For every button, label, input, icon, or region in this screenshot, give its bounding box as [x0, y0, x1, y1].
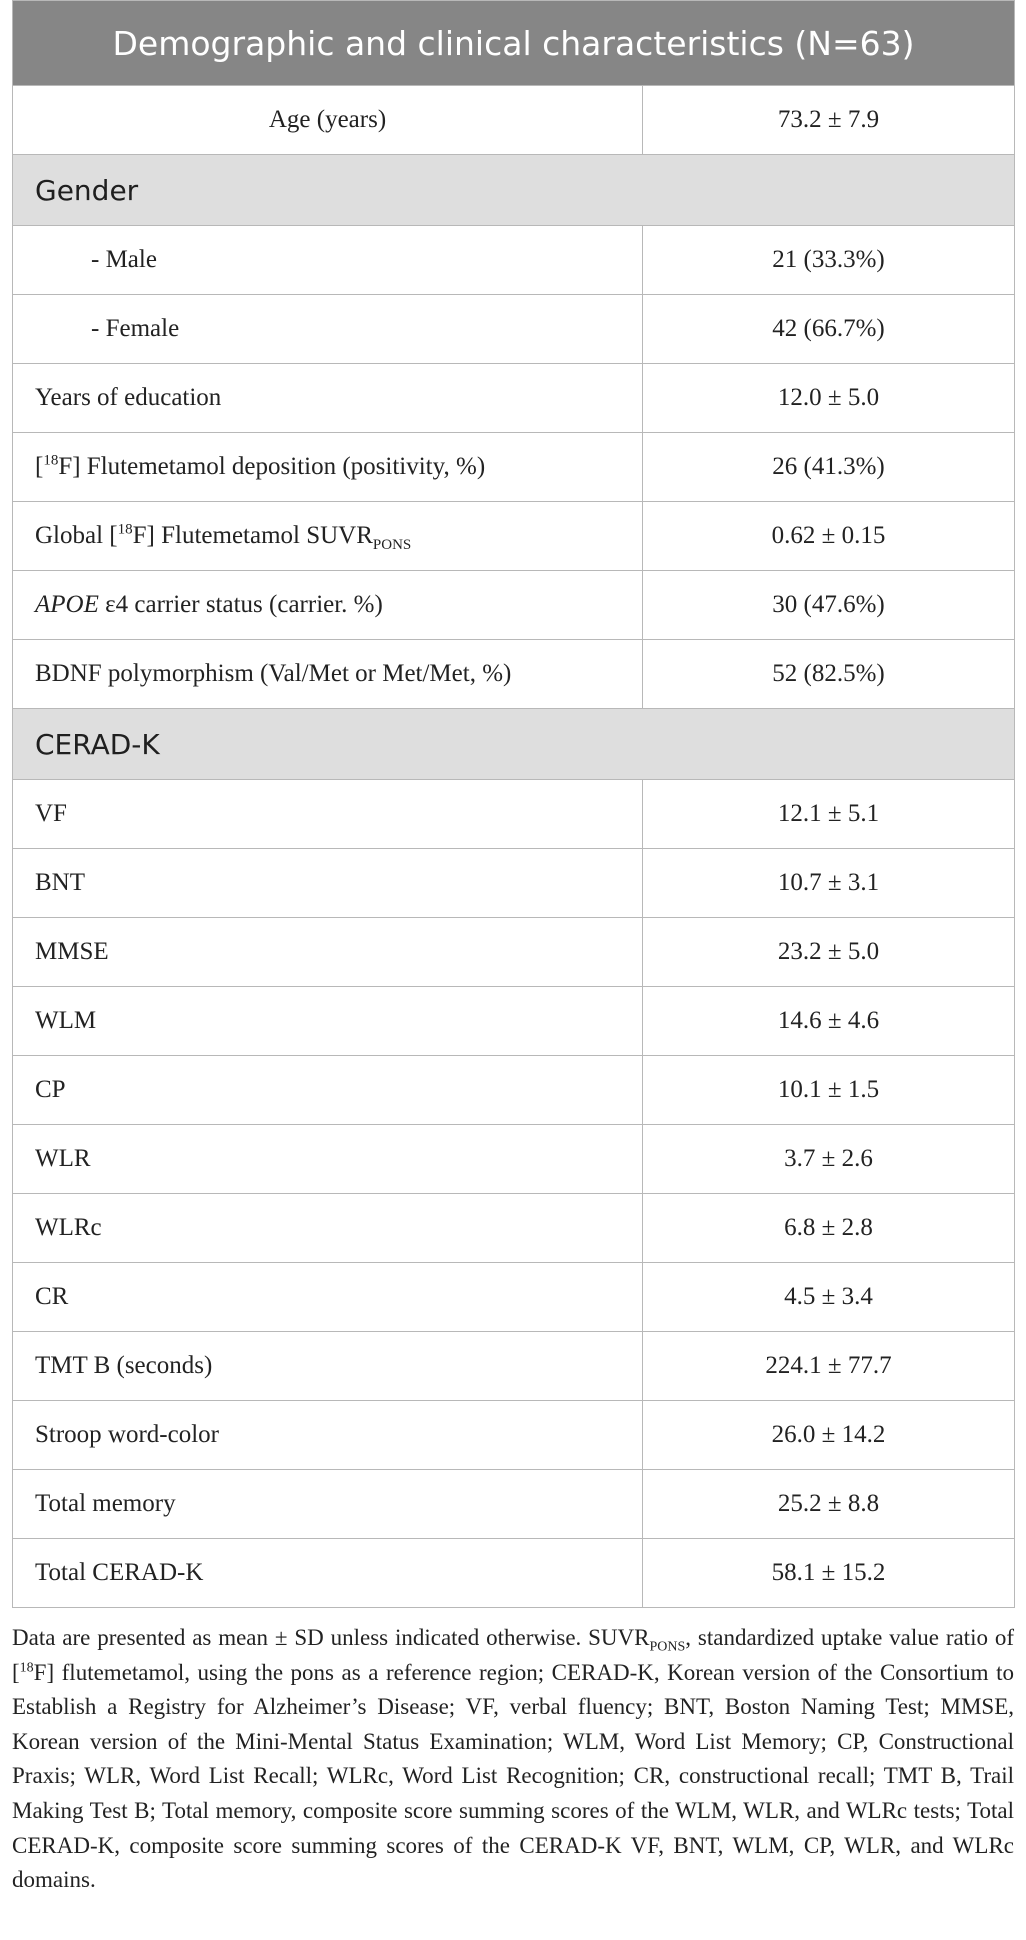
section-title: Gender [13, 155, 1015, 226]
table-title-row [13, 1, 1015, 86]
row-label: MMSE [13, 918, 643, 987]
row-value: 10.7 ± 3.1 [643, 849, 1015, 918]
table-row-education [13, 364, 1015, 433]
table-row-age [13, 86, 1015, 155]
table-footnote: Data are presented as mean ± SD unless indicated otherwise. $SUVR_{PONS}$, standardized uptake value ratio of [$^{18}$F] flutemetamol, using the pons as a reference region; CERAD-K, Korean version of the Consortium to Establish a Registry for Alzheimer’s Disease; VF, verbal fluency; BNT, Boston Naming Test; MMSE, Korean version of the Mini-Mental Status Examination; WLM, Word List Memory; CP, Constructional Praxis; WLR, Word List Recall; WLRc, Word List Recognition; CR, constructional recall; TMT B, Trail Making Test B; Total memory, composite score summing scores of the WLM, WLR, and WLRc tests; Total CERAD-K, composite score summing scores of the CERAD-K VF, BNT, WLM, CP, WLR, and WLRc domains. [12, 1625, 1014, 1893]
row-label: Total CERAD-K [13, 1539, 643, 1608]
row-value: 52 (82.5%) [643, 640, 1015, 709]
row-value: 3.7 ± 2.6 [643, 1125, 1015, 1194]
table-row-male [13, 226, 1015, 295]
section-header-gender [13, 155, 1015, 226]
row-value: 23.2 ± 5.0 [643, 918, 1015, 987]
row-label: - Male [13, 226, 643, 295]
row-value: 26 (41.3%) [643, 433, 1015, 502]
row-label: VF [13, 780, 643, 849]
row-label: APOE ε4 carrier status (carrier. %) [13, 571, 643, 640]
row-value: 21 (33.3%) [643, 226, 1015, 295]
table-row-deposition [13, 433, 1015, 502]
row-value: 10.1 ± 1.5 [643, 1056, 1015, 1125]
characteristics-table [12, 0, 1015, 1608]
row-value: 224.1 ± 77.7 [643, 1332, 1015, 1401]
row-value: 4.5 ± 3.4 [643, 1263, 1015, 1332]
row-label: WLR [13, 1125, 643, 1194]
row-value: 12.0 ± 5.0 [643, 364, 1015, 433]
row-label: - Female [13, 295, 643, 364]
table-row-apoe [13, 571, 1015, 640]
row-label: BNT [13, 849, 643, 918]
table-row-stroop [13, 1401, 1015, 1470]
table-row-wlrc [13, 1194, 1015, 1263]
table-row-tmtb [13, 1332, 1015, 1401]
table-container [12, 0, 1014, 1898]
table-row-bnt [13, 849, 1015, 918]
row-value: 30 (47.6%) [643, 571, 1015, 640]
section-title: CERAD-K [13, 709, 1015, 780]
table-row-total-memory [13, 1470, 1015, 1539]
table-row-total-cerad [13, 1539, 1015, 1608]
row-value: 26.0 ± 14.2 [643, 1401, 1015, 1470]
row-label: WLM [13, 987, 643, 1056]
row-value: 42 (66.7%) [643, 295, 1015, 364]
row-value: 6.8 ± 2.8 [643, 1194, 1015, 1263]
table-row-bdnf [13, 640, 1015, 709]
table-row-vf [13, 780, 1015, 849]
row-label: Stroop word-color [13, 1401, 643, 1470]
table-row-suvr [13, 502, 1015, 571]
table-row-cp [13, 1056, 1015, 1125]
table-row-wlr [13, 1125, 1015, 1194]
row-label: Global [$^{18}$F] Flutemetamol $SUVR_{PONS}$ [13, 502, 643, 571]
row-label: CR [13, 1263, 643, 1332]
table-title: Demographic and clinical characteristics (N=63) [13, 1, 1015, 86]
table-row-cr [13, 1263, 1015, 1332]
row-value: 25.2 ± 8.8 [643, 1470, 1015, 1539]
row-label: BDNF polymorphism (Val/Met or Met/Met, %) [13, 640, 643, 709]
row-label: TMT B (seconds) [13, 1332, 643, 1401]
table-row-wlm [13, 987, 1015, 1056]
row-label: WLRc [13, 1194, 643, 1263]
row-label: CP [13, 1056, 643, 1125]
row-value: 0.62 ± 0.15 [643, 502, 1015, 571]
row-label: Age (years) [13, 86, 643, 155]
row-value: 14.6 ± 4.6 [643, 987, 1015, 1056]
table-row-female [13, 295, 1015, 364]
table-row-mmse [13, 918, 1015, 987]
row-label: Total memory [13, 1470, 643, 1539]
row-value: 73.2 ± 7.9 [643, 86, 1015, 155]
row-label: [$^{18}$F] Flutemetamol deposition (positivity, %) [13, 433, 643, 502]
row-label: Years of education [13, 364, 643, 433]
row-value: 12.1 ± 5.1 [643, 780, 1015, 849]
section-header-cerad [13, 709, 1015, 780]
row-value: 58.1 ± 15.2 [643, 1539, 1015, 1608]
